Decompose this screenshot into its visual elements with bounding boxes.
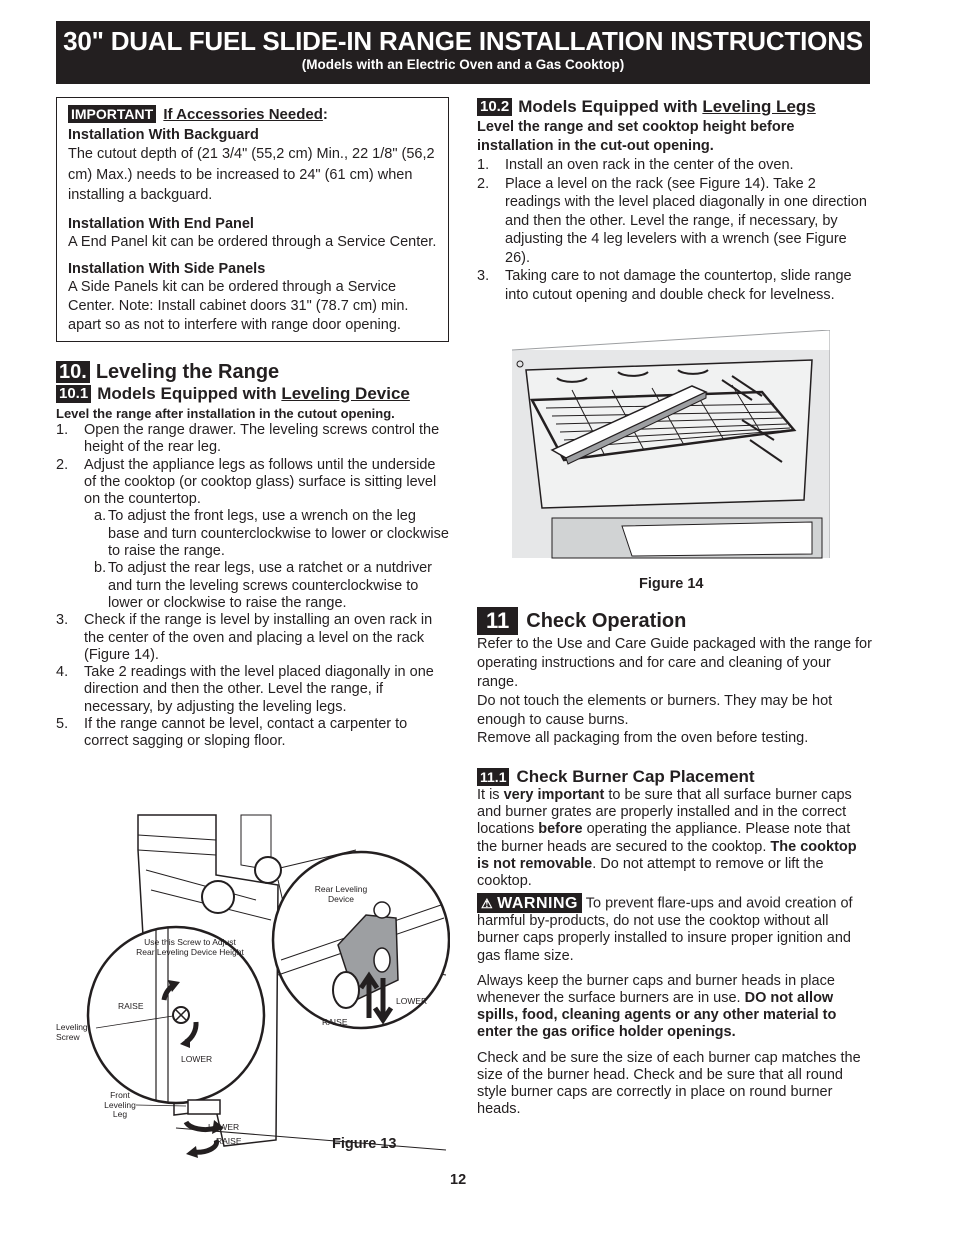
backguard-text: The cutout depth of (21 3/4" (55,2 cm) Min., 22 1/8" (56,2 cm) Max.) needs to be increased to 24" (61 cm) when installing a backguard. [68, 146, 435, 203]
figure-14-drawing [512, 330, 830, 560]
list-subitem: b. To adjust the rear legs, use a ratchet or a nutdriver and turn the leveling screws counterclockwise to lower or clockwise to raise the range. [94, 560, 433, 611]
section-10-1-number: 10.1 [56, 385, 91, 403]
list-item: 5. If the range cannot be level, contact a carpenter to correct sagging or sloping floor. [56, 716, 408, 750]
figure-13-illustration [56, 810, 450, 1160]
detail-circle-small [202, 881, 234, 913]
section-11 [477, 607, 872, 1118]
list-item: 3. Check if the range is level by installing an oven rack in the center of the oven and placing a level on the rack (Figure 14). [56, 612, 433, 663]
lower-label: LOWER [181, 1054, 213, 1064]
important-badge: IMPORTANT [68, 105, 156, 123]
warning-para: ⚠ WARNING To prevent flare-ups and avoid creation of harmful by-products, do not use the cooktop without all burner caps properly installed to insure proper ignition and gas flame size. [477, 894, 853, 964]
section-10-number: 10. [56, 361, 90, 383]
check-para-2: Do not touch the elements or burners. They may be hot enough to cause burns. [477, 693, 833, 728]
list-item: 1. Open the range drawer. The leveling screws control the height of the rear leg. [56, 422, 440, 456]
accessories-box [56, 97, 449, 342]
section-10-1-steps [56, 422, 450, 751]
device-wheel-icon [333, 972, 359, 1008]
raise-leg-label: RAISE [216, 1136, 242, 1146]
section-10-1-intro: Level the range after installation in the cutout opening. [56, 406, 395, 421]
section-11-1-heading [477, 767, 872, 787]
check-para-3: Remove all packaging from the oven before testing. [477, 730, 809, 746]
accessories-heading-colon: : [322, 106, 328, 123]
endpanel-title: Installation With End Panel [68, 215, 254, 232]
burner-cap-para-4: Check and be sure the size of each burner cap matches the size of the burner head. Check and be sure that all round style burner caps are correctly in place on round burner heads. [477, 1049, 861, 1118]
warning-badge: ⚠ WARNING [477, 893, 582, 913]
page-title: 30" DUAL FUEL SLIDE-IN RANGE INSTALLATION INSTRUCTIONS [63, 26, 863, 56]
raise-label: RAISE [118, 1001, 144, 1011]
section-10-2-title-underlined: Leveling Legs [702, 97, 816, 116]
rear-leveling-device-label: Rear Leveling Device [314, 884, 368, 904]
list-item: 1. Install an oven rack in the center of the oven. [477, 157, 794, 173]
section-10-2-intro: Level the range and set cooktop height before installation in the cut-out opening. [477, 119, 795, 154]
right-column [477, 97, 872, 304]
section-10-2-heading [477, 97, 872, 117]
backguard-title: Installation With Backguard [68, 127, 259, 143]
figure-13-caption: Figure 13 [332, 1136, 397, 1152]
section-10-2-number: 10.2 [477, 98, 512, 116]
raise-device-label: RAISE [322, 1017, 348, 1027]
lower-device-label: LOWER [396, 996, 428, 1006]
section-11-1-title: Check Burner Cap Placement [516, 767, 755, 786]
header-banner [56, 21, 870, 84]
check-para-1: Refer to the Use and Care Guide packaged with the range for operating instructions and for care and cleaning of your range. [477, 636, 872, 690]
sidepanels-text: A Side Panels kit can be ordered through a Service Center. Note: Install cabinet doors 31" (78.7 cm) min. apart so as not to interfere with range door opening. [68, 279, 409, 333]
device-wheel-small-icon [374, 948, 390, 972]
section-10-title: Leveling the Range [95, 361, 280, 383]
section-10-2-steps [477, 156, 872, 304]
figure-14-illustration [512, 330, 830, 560]
section-10-1-title-pre: Models Equipped with [97, 384, 282, 403]
leveling-screw-label: Leveling Screw [56, 1022, 88, 1042]
section-10-heading [56, 361, 450, 383]
endpanel-text: A End Panel kit can be ordered through a Service Center. [68, 233, 437, 250]
page-subtitle: (Models with an Electric Oven and a Gas Cooktop) [301, 57, 625, 72]
burner-cap-para-1: It is very important to be sure that all surface burner caps and burner grates are properly installed and in the correct locations before operating the appliance. Please note that the burner heads are secured to the cooktop. The cooktop is not removable. Do not attempt to remove or lift the cooktop. [477, 787, 857, 890]
list-item: 2. Place a level on the rack (see Figure 14). Take 2 readings with the level placed diagonally in one direction and then the other. Level the range, if necessary, by adjusting the 4 leg levelers with a wrench (see Figure 26). [477, 175, 867, 266]
list-subitem: a. To adjust the front legs, use a wrench on the leg base and turn counterclockwise to lower or clockwise to raise the range. [94, 508, 449, 560]
list-item: 2. Adjust the appliance legs as follows until the underside of the cooktop (or cooktop glass) surface is sitting level on the countertop. [56, 456, 437, 508]
front-leveling-leg-label: Front Leveling Leg [104, 1090, 136, 1119]
burner-cap-para-3: Always keep the burner caps and burner heads in place whenever the surface burners are in use. DO not allow spills, food, cleaning agents or any other material to enter the gas orifice holder openings. [477, 972, 837, 1041]
section-11-1-number: 11.1 [477, 768, 509, 786]
figure-14-caption: Figure 14 [639, 576, 704, 592]
warning-triangle-icon: ⚠ [481, 895, 494, 911]
section-11-title: Check Operation [526, 610, 687, 632]
list-item: 3. Taking care to not damage the countertop, slide range into cutout opening and double check for levelness. [477, 268, 852, 303]
accessories-heading: If Accessories Needed [163, 106, 323, 123]
lower-leg-label: LOWER [208, 1122, 240, 1132]
oven-door-glass [622, 522, 812, 556]
accessories-heading-row [68, 105, 438, 124]
device-screw-icon [374, 902, 390, 918]
left-column [56, 97, 450, 751]
section-10-2-title-pre: Models Equipped with [518, 97, 703, 116]
section-10-1-heading [56, 384, 450, 404]
raise-leg-arrowhead-icon [186, 1146, 198, 1158]
sidepanels-title: Installation With Side Panels [68, 261, 266, 277]
section-10-1-title-underlined: Leveling Device [281, 384, 410, 403]
use-screw-label: Use this Screw to Adjust Rear Leveling Device Height [136, 937, 244, 957]
detail-circle-rear [255, 857, 281, 883]
list-item: 4. Take 2 readings with the level placed diagonally in one direction and then the other. Level the range, if necessary, by adjusting the leveling legs. [56, 664, 434, 715]
section-11-number: 11 [477, 607, 518, 635]
section-11-heading [477, 607, 872, 635]
page-number: 12 [450, 1172, 467, 1188]
front-leg-icon [188, 1100, 220, 1114]
